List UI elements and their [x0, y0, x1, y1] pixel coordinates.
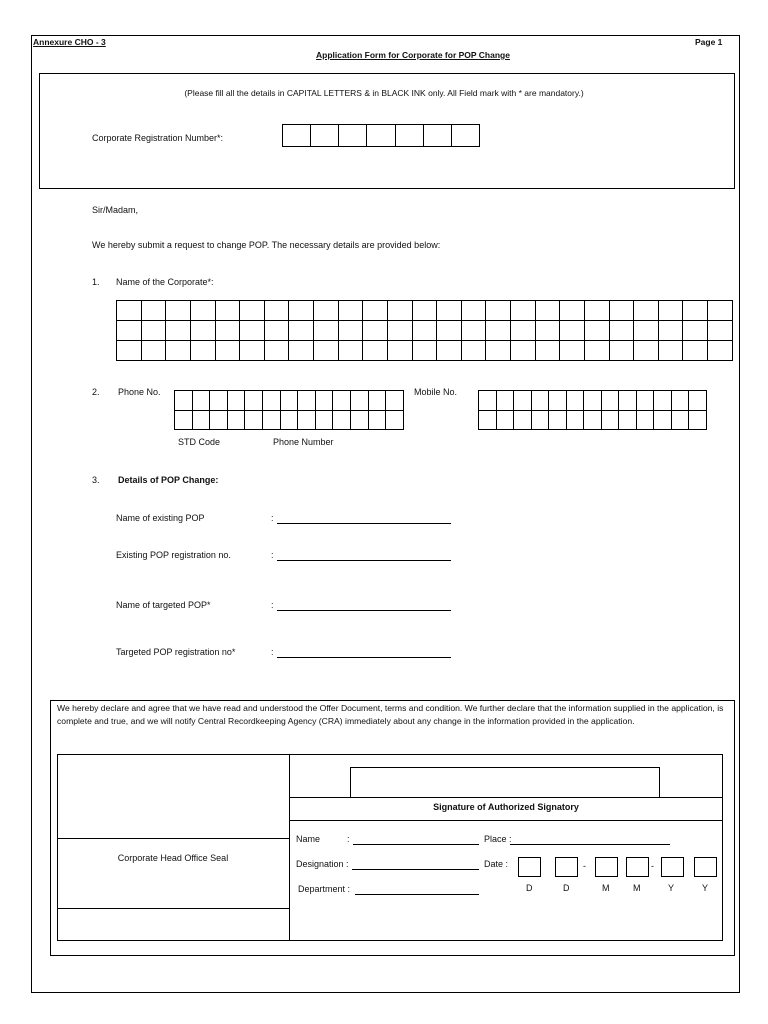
signature-table-divider: [289, 754, 290, 941]
corporate-name-cell[interactable]: [314, 301, 339, 321]
mobile-digit-cell[interactable]: [566, 410, 584, 430]
corporate-name-cell[interactable]: [560, 321, 585, 341]
phone-digit-cell[interactable]: [315, 410, 333, 430]
targeted-pop-name-label: Name of targeted POP*: [116, 600, 211, 610]
name-colon: :: [347, 834, 350, 844]
mobile-digit-cell[interactable]: [671, 391, 689, 411]
corporate-name-cell[interactable]: [289, 341, 314, 361]
phone-digit-cell[interactable]: [175, 391, 193, 411]
mobile-digit-cell[interactable]: [479, 410, 497, 430]
corporate-name-cell[interactable]: [461, 301, 486, 321]
corporate-name-cell[interactable]: [117, 301, 142, 321]
section1-number: 1.: [92, 277, 100, 287]
intro-text: We hereby submit a request to change POP. The necessary details are provided below:: [92, 240, 441, 250]
corporate-name-cell[interactable]: [314, 321, 339, 341]
corporate-name-cell[interactable]: [240, 341, 265, 361]
corporate-name-cell[interactable]: [264, 301, 289, 321]
mobile-digit-cell[interactable]: [601, 391, 619, 411]
reg-box[interactable]: [283, 125, 311, 147]
reg-box[interactable]: [395, 125, 423, 147]
mobile-number-grid[interactable]: [478, 390, 707, 430]
corporate-name-cell[interactable]: [117, 321, 142, 341]
mobile-digit-cell[interactable]: [479, 391, 497, 411]
phone-digit-cell[interactable]: [280, 391, 298, 411]
corporate-name-cell[interactable]: [437, 301, 462, 321]
annexure-label: Annexure CHO - 3: [33, 37, 106, 47]
seal-label: Corporate Head Office Seal: [117, 853, 229, 863]
mobile-digit-cell[interactable]: [654, 410, 672, 430]
existing-pop-reg-field[interactable]: [277, 560, 451, 561]
corporate-name-grid[interactable]: [116, 300, 733, 361]
mobile-digit-cell[interactable]: [549, 391, 567, 411]
mobile-digit-cell[interactable]: [566, 391, 584, 411]
date-box-d1[interactable]: [518, 857, 541, 877]
mobile-digit-cell[interactable]: [514, 410, 532, 430]
phone-digit-cell[interactable]: [192, 410, 210, 430]
mobile-digit-cell[interactable]: [531, 410, 549, 430]
std-code-label: STD Code: [178, 437, 221, 447]
date-letter-m2: M: [633, 883, 641, 893]
name-label: Name: [296, 834, 321, 844]
mobile-digit-cell[interactable]: [601, 410, 619, 430]
registration-number-boxes[interactable]: [282, 124, 480, 147]
seal-top-rule: [57, 838, 289, 839]
date-letter-y2: Y: [702, 883, 709, 893]
phone-digit-cell[interactable]: [263, 410, 281, 430]
corporate-name-cell[interactable]: [215, 301, 240, 321]
date-letter-m1: M: [602, 883, 610, 893]
corporate-name-cell[interactable]: [141, 321, 166, 341]
salutation: Sir/Madam,: [92, 205, 139, 215]
phone-digit-cell[interactable]: [333, 391, 351, 411]
targeted-pop-reg-colon: :: [271, 647, 274, 657]
corporate-name-cell[interactable]: [461, 341, 486, 361]
phone-digit-cell[interactable]: [245, 391, 263, 411]
corporate-name-cell[interactable]: [338, 341, 363, 361]
phone-label: Phone No.: [118, 387, 161, 397]
place-label: Place :: [484, 834, 512, 844]
corporate-name-cell[interactable]: [363, 301, 388, 321]
phone-digit-cell[interactable]: [227, 410, 245, 430]
date-letter-d1: D: [526, 883, 533, 893]
phone-digit-cell[interactable]: [386, 410, 404, 430]
declaration-text: We hereby declare and agree that we have read and understood the Offer Document, terms and condition. We further declare that the information supplied in the application, is complete and true, and we will notify Central Recordkeeping Agency (CRA) immediately about any change in the information provided in the application.: [57, 703, 724, 726]
corporate-name-cell[interactable]: [117, 341, 142, 361]
section1-label: Name of the Corporate*:: [116, 277, 214, 287]
corporate-name-cell[interactable]: [264, 341, 289, 361]
phone-digit-cell[interactable]: [227, 391, 245, 411]
corporate-name-cell[interactable]: [486, 301, 511, 321]
corporate-name-cell[interactable]: [535, 341, 560, 361]
date-separator-1: -: [583, 861, 586, 871]
corporate-name-cell[interactable]: [190, 321, 215, 341]
date-letter-y1: Y: [668, 883, 675, 893]
corporate-name-cell[interactable]: [412, 301, 437, 321]
existing-pop-name-colon: :: [271, 513, 274, 523]
mobile-digit-cell[interactable]: [496, 410, 514, 430]
corporate-name-cell[interactable]: [584, 301, 609, 321]
phone-digit-cell[interactable]: [245, 410, 263, 430]
reg-box[interactable]: [423, 125, 451, 147]
corporate-name-cell[interactable]: [240, 301, 265, 321]
name-field[interactable]: [353, 844, 479, 845]
department-label: Department :: [298, 884, 351, 894]
mobile-digit-cell[interactable]: [531, 391, 549, 411]
corporate-name-cell[interactable]: [584, 321, 609, 341]
corporate-name-cell[interactable]: [535, 321, 560, 341]
date-box-m2[interactable]: [626, 857, 649, 877]
section2-number: 2.: [92, 387, 100, 397]
existing-pop-name-label: Name of existing POP: [116, 513, 205, 523]
targeted-pop-reg-label: Targeted POP registration no*: [116, 647, 236, 657]
corporate-name-cell[interactable]: [387, 301, 412, 321]
phone-number-grid[interactable]: [174, 390, 404, 430]
corporate-name-cell[interactable]: [141, 301, 166, 321]
form-title: Application Form for Corporate for POP Change: [316, 50, 510, 60]
corporate-name-cell[interactable]: [609, 341, 634, 361]
corporate-name-cell[interactable]: [166, 321, 191, 341]
section3-number: 3.: [92, 475, 100, 485]
corporate-name-cell[interactable]: [683, 321, 708, 341]
page-top-rule: [31, 35, 739, 36]
corporate-name-cell[interactable]: [338, 301, 363, 321]
corporate-name-cell[interactable]: [437, 341, 462, 361]
corporate-name-cell[interactable]: [437, 321, 462, 341]
corporate-name-cell[interactable]: [511, 341, 536, 361]
mobile-digit-cell[interactable]: [636, 410, 654, 430]
mobile-label: Mobile No.: [414, 387, 458, 397]
phone-digit-cell[interactable]: [175, 410, 193, 430]
mobile-digit-cell[interactable]: [636, 391, 654, 411]
mobile-digit-cell[interactable]: [654, 391, 672, 411]
reg-box[interactable]: [451, 125, 479, 147]
corporate-name-cell[interactable]: [387, 341, 412, 361]
signatory-label: Signature of Authorized Signatory: [433, 802, 579, 812]
phone-digit-cell[interactable]: [333, 410, 351, 430]
seal-bottom-rule: [57, 908, 289, 909]
registration-label: Corporate Registration Number*:: [92, 133, 224, 143]
corporate-name-cell[interactable]: [584, 341, 609, 361]
existing-pop-reg-colon: :: [271, 550, 274, 560]
corporate-name-cell[interactable]: [166, 341, 191, 361]
date-box-m1[interactable]: [595, 857, 618, 877]
date-separator-2: -: [651, 861, 654, 871]
instructions-text: (Please fill all the details in CAPITAL LETTERS & in BLACK INK only. All Field mark with * are mandatory.): [184, 88, 584, 98]
mobile-digit-cell[interactable]: [619, 391, 637, 411]
corporate-name-cell[interactable]: [486, 341, 511, 361]
reg-box[interactable]: [339, 125, 367, 147]
mobile-digit-cell[interactable]: [496, 391, 514, 411]
corporate-name-cell[interactable]: [338, 321, 363, 341]
corporate-name-cell[interactable]: [634, 301, 659, 321]
phone-digit-cell[interactable]: [368, 410, 386, 430]
corporate-name-cell[interactable]: [535, 301, 560, 321]
corporate-name-cell[interactable]: [658, 341, 683, 361]
date-box-y1[interactable]: [661, 857, 684, 877]
corporate-name-cell[interactable]: [363, 321, 388, 341]
corporate-name-cell[interactable]: [560, 341, 585, 361]
corporate-name-cell[interactable]: [708, 301, 733, 321]
section3-label: Details of POP Change:: [118, 475, 219, 485]
corporate-name-cell[interactable]: [461, 321, 486, 341]
corporate-name-cell[interactable]: [289, 321, 314, 341]
mobile-digit-cell[interactable]: [549, 410, 567, 430]
date-box-d2[interactable]: [555, 857, 578, 877]
corporate-name-cell[interactable]: [387, 321, 412, 341]
corporate-name-cell[interactable]: [240, 321, 265, 341]
signatory-label-rule: [289, 820, 723, 821]
place-field[interactable]: [510, 844, 670, 845]
reg-box[interactable]: [311, 125, 339, 147]
corporate-name-cell[interactable]: [609, 321, 634, 341]
phone-digit-cell[interactable]: [351, 410, 369, 430]
mobile-digit-cell[interactable]: [689, 410, 707, 430]
corporate-name-cell[interactable]: [683, 341, 708, 361]
mobile-digit-cell[interactable]: [584, 410, 602, 430]
page-number: Page 1: [695, 37, 723, 47]
corporate-name-cell[interactable]: [708, 341, 733, 361]
corporate-name-cell[interactable]: [289, 301, 314, 321]
corporate-name-cell[interactable]: [190, 301, 215, 321]
corporate-name-cell[interactable]: [658, 321, 683, 341]
targeted-pop-name-colon: :: [271, 600, 274, 610]
mobile-digit-cell[interactable]: [584, 391, 602, 411]
phone-digit-cell[interactable]: [298, 391, 316, 411]
corporate-name-cell[interactable]: [314, 341, 339, 361]
signature-box-rule: [289, 797, 723, 798]
corporate-name-cell[interactable]: [511, 321, 536, 341]
mobile-digit-cell[interactable]: [514, 391, 532, 411]
date-box-y2[interactable]: [694, 857, 717, 877]
mobile-digit-cell[interactable]: [619, 410, 637, 430]
corporate-name-cell[interactable]: [215, 321, 240, 341]
corporate-name-cell[interactable]: [708, 321, 733, 341]
designation-field[interactable]: [352, 869, 479, 870]
phone-digit-cell[interactable]: [298, 410, 316, 430]
corporate-name-cell[interactable]: [658, 301, 683, 321]
corporate-name-cell[interactable]: [634, 321, 659, 341]
corporate-name-cell[interactable]: [141, 341, 166, 361]
corporate-name-cell[interactable]: [560, 301, 585, 321]
corporate-name-cell[interactable]: [634, 341, 659, 361]
phone-digit-cell[interactable]: [263, 391, 281, 411]
corporate-name-cell[interactable]: [683, 301, 708, 321]
corporate-name-cell[interactable]: [166, 301, 191, 321]
phone-digit-cell[interactable]: [192, 391, 210, 411]
designation-label: Designation :: [296, 859, 349, 869]
mobile-digit-cell[interactable]: [689, 391, 707, 411]
targeted-pop-name-field[interactable]: [277, 610, 451, 611]
corporate-name-cell[interactable]: [215, 341, 240, 361]
corporate-name-cell[interactable]: [609, 301, 634, 321]
corporate-name-cell[interactable]: [412, 341, 437, 361]
phone-digit-cell[interactable]: [210, 391, 228, 411]
phone-digit-cell[interactable]: [368, 391, 386, 411]
department-field[interactable]: [355, 894, 479, 895]
phone-digit-cell[interactable]: [351, 391, 369, 411]
corporate-name-cell[interactable]: [511, 301, 536, 321]
phone-digit-cell[interactable]: [315, 391, 333, 411]
corporate-name-cell[interactable]: [486, 321, 511, 341]
corporate-name-cell[interactable]: [190, 341, 215, 361]
phone-digit-cell[interactable]: [386, 391, 404, 411]
reg-box[interactable]: [367, 125, 395, 147]
mobile-digit-cell[interactable]: [671, 410, 689, 430]
targeted-pop-reg-field[interactable]: [277, 657, 451, 658]
date-label: Date :: [484, 859, 509, 869]
phone-digit-cell[interactable]: [280, 410, 298, 430]
corporate-name-cell[interactable]: [412, 321, 437, 341]
existing-pop-name-field[interactable]: [277, 523, 451, 524]
corporate-name-cell[interactable]: [363, 341, 388, 361]
phone-digit-cell[interactable]: [210, 410, 228, 430]
existing-pop-reg-label: Existing POP registration no.: [116, 550, 231, 560]
date-letter-d2: D: [563, 883, 570, 893]
corporate-name-cell[interactable]: [264, 321, 289, 341]
phone-number-label: Phone Number: [273, 437, 334, 447]
signature-box[interactable]: [350, 767, 660, 798]
